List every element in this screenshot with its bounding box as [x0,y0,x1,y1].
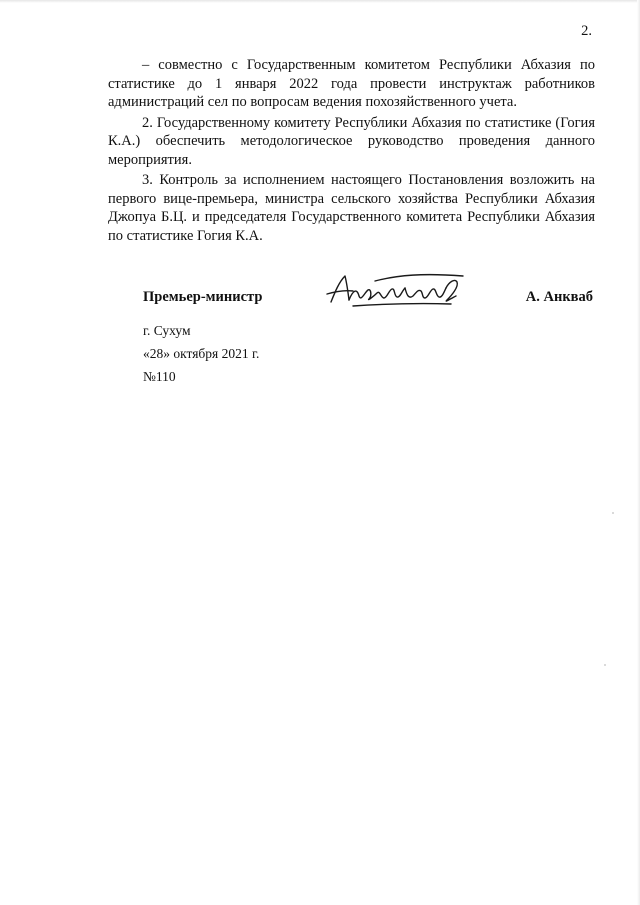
paragraph-methodology: 2. Государственному комитету Республики Абхазия по статистике (Гогия К.А.) обеспечить методологическое руководство проведения данного мероприятия. [108,114,595,168]
scan-speck [612,512,614,514]
document-number: №110 [143,369,176,384]
paragraph-instruction: – совместно с Государственным комитетом Республики Абхазия по статистике до 1 января 2022 года провести инструктаж работников администраций сел по вопросам ведения похозяйственного учета. [108,57,595,110]
paragraph-control: 3. Контроль за исполнением настоящего Постановления возложить на первого вице-премьера, министра сельского хозяйства Республики Абхазия Джопуа Б.Ц. и председателя Государственного комитета Республики Абхазия по статистике Гогия К.А. [108,172,595,244]
scan-speck [604,664,606,666]
signatory-name: А. Анкваб [525,289,593,305]
issue-place: г. Сухум [143,323,191,338]
page-number: 2. [581,23,592,39]
issue-date: «28» октября 2021 г. [143,346,260,361]
document-body [108,56,595,245]
signature-block [143,262,593,322]
handwritten-signature-icon [323,266,473,312]
scan-edge-top [0,0,640,3]
document-meta [143,319,259,388]
signatory-title: Премьер-министр [143,289,263,305]
